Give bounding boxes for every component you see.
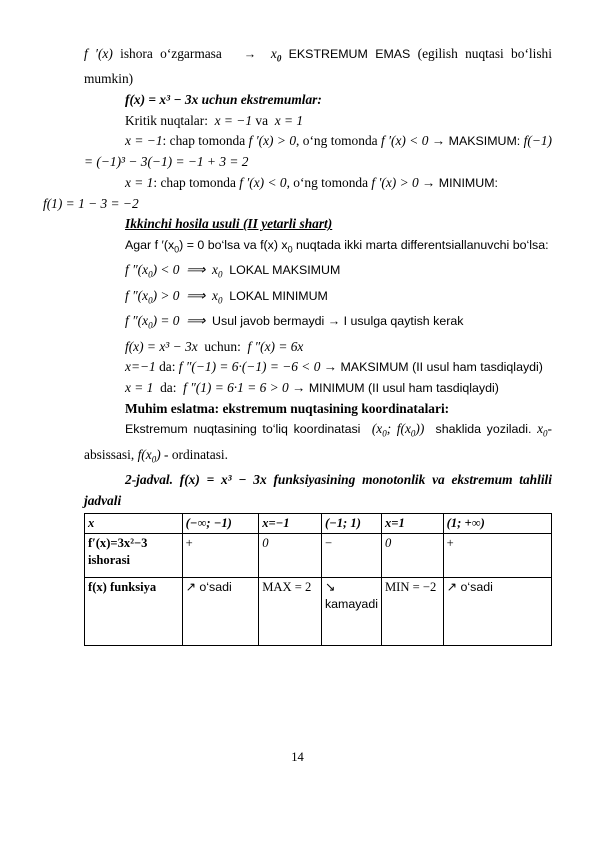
table-cell: x=−1 [259,514,322,534]
table-cell: ↘ kamayadi [321,578,381,646]
minimum-analysis: x = 1: chap tomonda f ′(x) < 0, o‘ng tomonda f ′(x) > 0 → MINIMUM: f(1) = 1 − 3 = −2 [43,174,498,211]
second-derivative-condition: Agar f $'(x_0) = 0$ bo‘lsa va f(x) $x_0$ nuqtada ikki marta differentsiallanuvchi bo‘lsa: [125,238,549,255]
table-cell: (−1; 1) [321,514,381,534]
table-cell: x [85,514,183,534]
table-cell: f′(x)=3x²−3 ishorasi [85,534,183,578]
table-cell: 0 [259,534,322,578]
table-cell: + [443,534,551,578]
rule-local-max: f $''(x_0) < 0$ ⟹ $x_0$ LOKAL MAKSIMUM [125,262,341,281]
page-number: 14 [291,750,304,764]
table-cell: + [182,534,259,578]
section-heading-second-derivative: Ikkinchi hosila usuli (II yetarli shart) [125,216,333,232]
critical-points-line: Kritik nuqtalar: x = −1 va x = 1 [125,112,304,128]
important-note-heading: Muhim eslatma: ekstremum nuqtasining koordinatalari: [125,400,450,416]
paragraph-no-extremum: f ′(x) ishora o‘zgarmasa → $x_0$ EKSTREMUM EMAS (egilish nuqtasi bo‘lishi mumkin) [84,46,552,87]
table-cell: (−∞; −1) [182,514,259,534]
table-row-derivative [85,534,552,578]
table-cell: MIN = −2 [381,578,443,646]
table-row-function [85,578,552,646]
coordinates-explanation: Ekstremum nuqtasining to‘liq koordinatasi ($x_0$; $f(x_0)$) shaklida yoziladi. $x_0$-absissasi, $f(x_0)$ - ordinatasi. [84,421,552,465]
text-run: ishora o‘zgarmasa [120,46,237,61]
table-cell: (1; +∞) [443,514,551,534]
table-cell: x=1 [381,514,443,534]
table-cell: MAX = 2 [259,578,322,646]
monotonicity-table [84,513,552,646]
maximum-analysis: x = −1: chap tomonda f ′(x) > 0, o‘ng tomonda f ′(x) < 0 → MAKSIMUM: f(−1) = (−1)³ − 3(−1) = −1 + 3 = 2 [84,133,553,170]
table-cell: 0 [381,534,443,578]
document-body [43,44,553,646]
section-heading-extrema: f(x) = x³ − 3x uchun ekstremumlar: [125,92,322,108]
check-minimum: x = 1 da: f ″(1) = 6·1 = 6 > 0 → MINIMUM (II usul ham tasdiqlaydi) [125,379,499,395]
rule-inconclusive: f $''(x_0) = 0$ ⟹ Usul javob bermaydi → I usulga qaytish kerak [125,313,464,331]
table-cell: ↗ o‘sadi [182,578,259,646]
table-header-row [85,514,552,534]
table-cell: ↗ o‘sadi [443,578,551,646]
table-cell: − [321,534,381,578]
table-cell: f(x) funksiya [85,578,183,646]
example-second-derivative: f(x) = x³ − 3x uchun: f ″(x) = 6x [125,338,304,354]
rule-local-min: f $''(x_0) > 0$ ⟹ $x_0$ LOKAL MINIMUM [125,287,328,306]
table-caption: 2-jadval. f(x) = x³ − 3x funksiyasining monotonlik va ekstremum tahlili jadvali [84,472,552,508]
check-maximum: x=−1 da: f ″(−1) = 6·(−1) = −6 < 0 → MAKSIMUM (II usul ham tasdiqlaydi) [125,359,543,375]
